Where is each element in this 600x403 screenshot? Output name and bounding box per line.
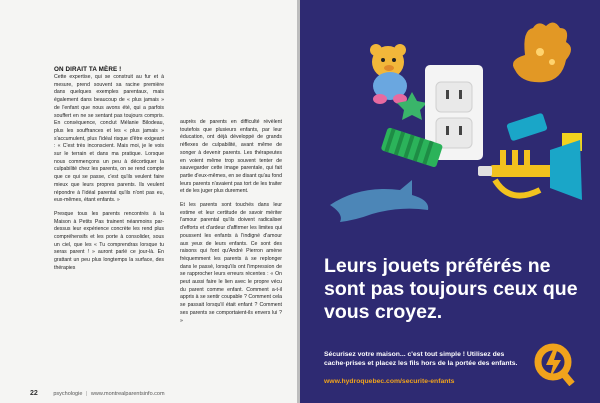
ad-call-to-action: Sécurisez votre maison... c'est tout simple ! Utilisez des cache-prises et placez les fils hors de la portée des enfants. [324,351,518,367]
article-column-2 [180,119,282,331]
teddy-bear-toy-icon [370,44,407,104]
footer-separator: | [85,391,88,397]
article-column-1 [54,74,164,279]
hydro-quebec-ad [300,0,600,403]
page-footer [30,390,165,397]
article-heading: ON DIRAIT TA MÈRE ! [54,66,122,73]
blue-block-toy-icon [506,113,548,142]
left-page [0,0,297,403]
ad-website-link[interactable]: www.hydroquebec.com/securite-enfants [324,378,455,385]
paragraph: auprès de parents en difficulté révèlent toutefois que plusieurs enfants, par leur éducation, ont déjà développé de grands réflexes de culpabilité, avant même de songer à devenir parents. Les thérapeutes en voient même trop souvent tenter de sauvegarder cette image parentale, qui fait partie d'eux-mêmes, en se disant qu'au fond leurs parents n'avaient pas tort de les traiter et de les juger plus durement. [180,119,282,195]
dolphin-toy-icon [330,180,428,222]
section-name: psychologie [53,391,83,397]
hydro-quebec-logo-icon [530,340,576,386]
paragraph: Presque tous les parents rencontrés à la Maison à Petits Pas trainent néanmoins par-dessus leur expérience concrète les rend plus compréhensifs et les porte à consolider, sous un ciel, que les « Tu comprendras lorsque tu seras parent ! » auront parlé ce jour-là. En grattant un peu plus longtemps la surface, des thérapies [54,210,164,271]
footer-website: www.montrealparentsinfo.com [90,391,165,397]
ad-headline: Leurs jouets préférés ne sont pas toujours ceux que vous croyez. [324,255,578,323]
teether-hand-toy-icon [513,22,571,82]
trumpet-toy-icon [478,140,582,200]
page-number: 22 [30,390,38,397]
paragraph: Cette expertise, qui se construit au fur et à mesure, prend souvent sa racine première dans quelques exemples parentaux, mais également dans beaucoup de « plus jamais » de l'enfant que nous avons été, qui a parfois souffert en ne se sentant pas toujours compris. En conséquence, conclut Mélanie Bilodeau, plus les souffrances et les « plus jamais » s'accumulent, plus l'idéal risque d'être exigeant : « C'est très inconscient. Mais moi, je le vois sur le terrain et dans ma pratique. Lorsque nous commençons un peu à décortiquer la culpabilité chez les parents, on se rend compte que ce qui se passe, c'est qu'ils veulent faire mieux que leurs propres parents. Ils veulent répondre à l'idéal parental qu'ils n'ont pas eu, eux-mêmes, étant enfants. » [54,74,164,204]
paragraph: Et les parents sont touchés dans leur estime et leur certitude de savoir mériter l'amour parental qu'ils doivent radicaliser d'efforts et d'ardeur d'affirmer les limites qui poussent les enfants à l'indigné d'amour aux yeux de leurs enfants. Ce sont des raisons qui font qu'André Pierron amène fréquemment les parents à se replonger dans le passé, lorsqu'ils ont l'impression de se rapprocher leurs erreurs récentes : « On peut aussi faire le lien avec le propre vécu du parent comme enfant. Comment a-t-il appris à se sentir coupable ? Comment cela se passait lorsqu'il était enfant ? Comment ses parents se comportaient-ils envers lui ? » [180,202,282,324]
toy-illustration [300,0,600,250]
